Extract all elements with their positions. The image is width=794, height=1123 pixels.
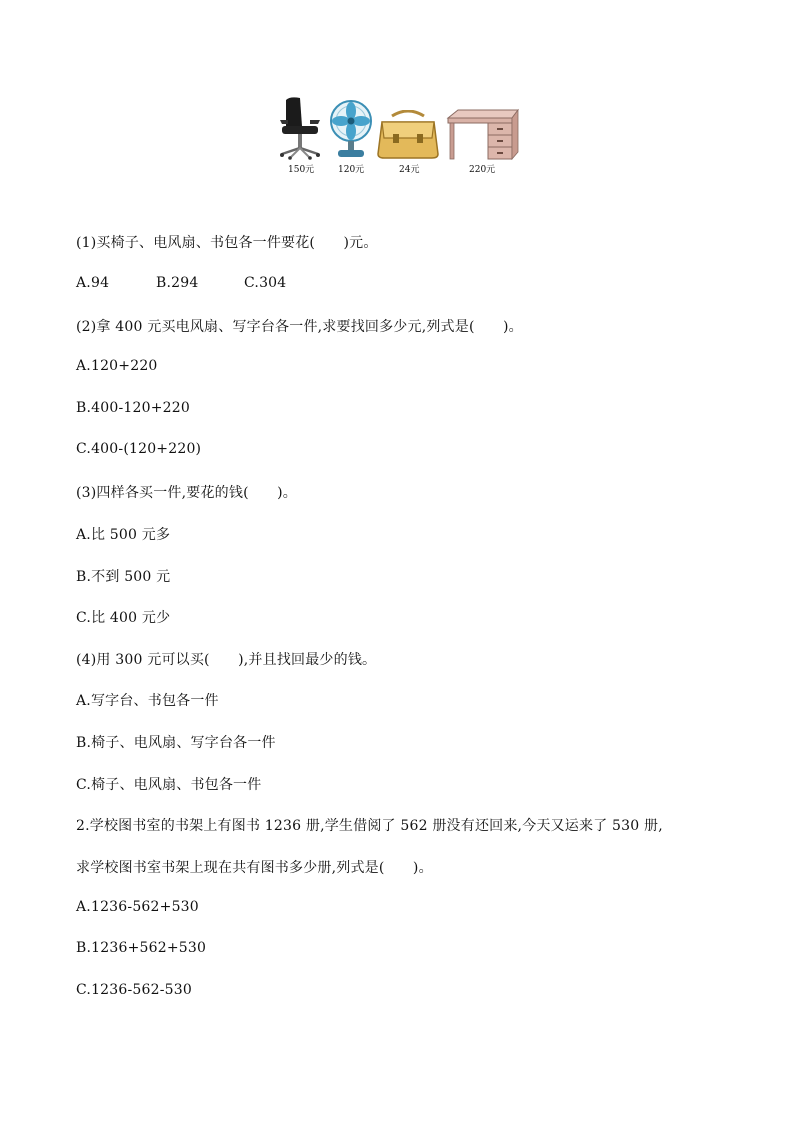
option-a: A.写字台、书包各一件 bbox=[76, 693, 219, 709]
question-5-stem-line-2: 求学校图书室书架上现在共有图书多少册,列式是( )。 bbox=[76, 860, 433, 876]
electric-fan-icon bbox=[328, 98, 374, 160]
question-1-stem: (1)买椅子、电风扇、书包各一件要花( )元。 bbox=[76, 235, 378, 251]
bag-price: 24元 bbox=[399, 165, 420, 175]
option-a: A.120+220 bbox=[76, 358, 158, 374]
question-2-stem: (2)拿 400 元买电风扇、写字台各一件,求要找回多少元,列式是( )。 bbox=[76, 319, 523, 335]
desk-price: 220元 bbox=[469, 165, 496, 175]
option-b: B.不到 500 元 bbox=[76, 569, 171, 585]
option-b: B.1236+562+530 bbox=[76, 940, 207, 956]
option-b: B.400-120+220 bbox=[76, 400, 190, 416]
question-1-options bbox=[76, 275, 286, 291]
option-c: C.比 400 元少 bbox=[76, 610, 171, 626]
question-3-stem: (3)四样各买一件,要花的钱( )。 bbox=[76, 485, 298, 501]
option-a: A.比 500 元多 bbox=[76, 527, 171, 543]
option-c: C.304 bbox=[244, 275, 287, 291]
option-c: C.400-(120+220) bbox=[76, 441, 202, 457]
option-a: A.94 bbox=[76, 275, 110, 291]
option-a: A.1236-562+530 bbox=[76, 899, 199, 915]
office-chair-icon bbox=[276, 96, 324, 160]
question-4-stem: (4)用 300 元可以买( ),并且找回最少的钱。 bbox=[76, 652, 377, 668]
product-images bbox=[276, 96, 526, 180]
schoolbag-icon bbox=[376, 110, 440, 160]
question-5-stem-line-1: 2.学校图书室的书架上有图书 1236 册,学生借阅了 562 册没有还回来,今天又运来了 530 册, bbox=[76, 818, 663, 834]
chair-price: 150元 bbox=[288, 165, 315, 175]
fan-price: 120元 bbox=[338, 165, 365, 175]
option-b: B.294 bbox=[156, 275, 199, 291]
option-c: C.椅子、电风扇、书包各一件 bbox=[76, 777, 262, 793]
option-c: C.1236-562-530 bbox=[76, 982, 192, 998]
option-b: B.椅子、电风扇、写字台各一件 bbox=[76, 735, 276, 751]
desk-icon bbox=[446, 108, 520, 162]
